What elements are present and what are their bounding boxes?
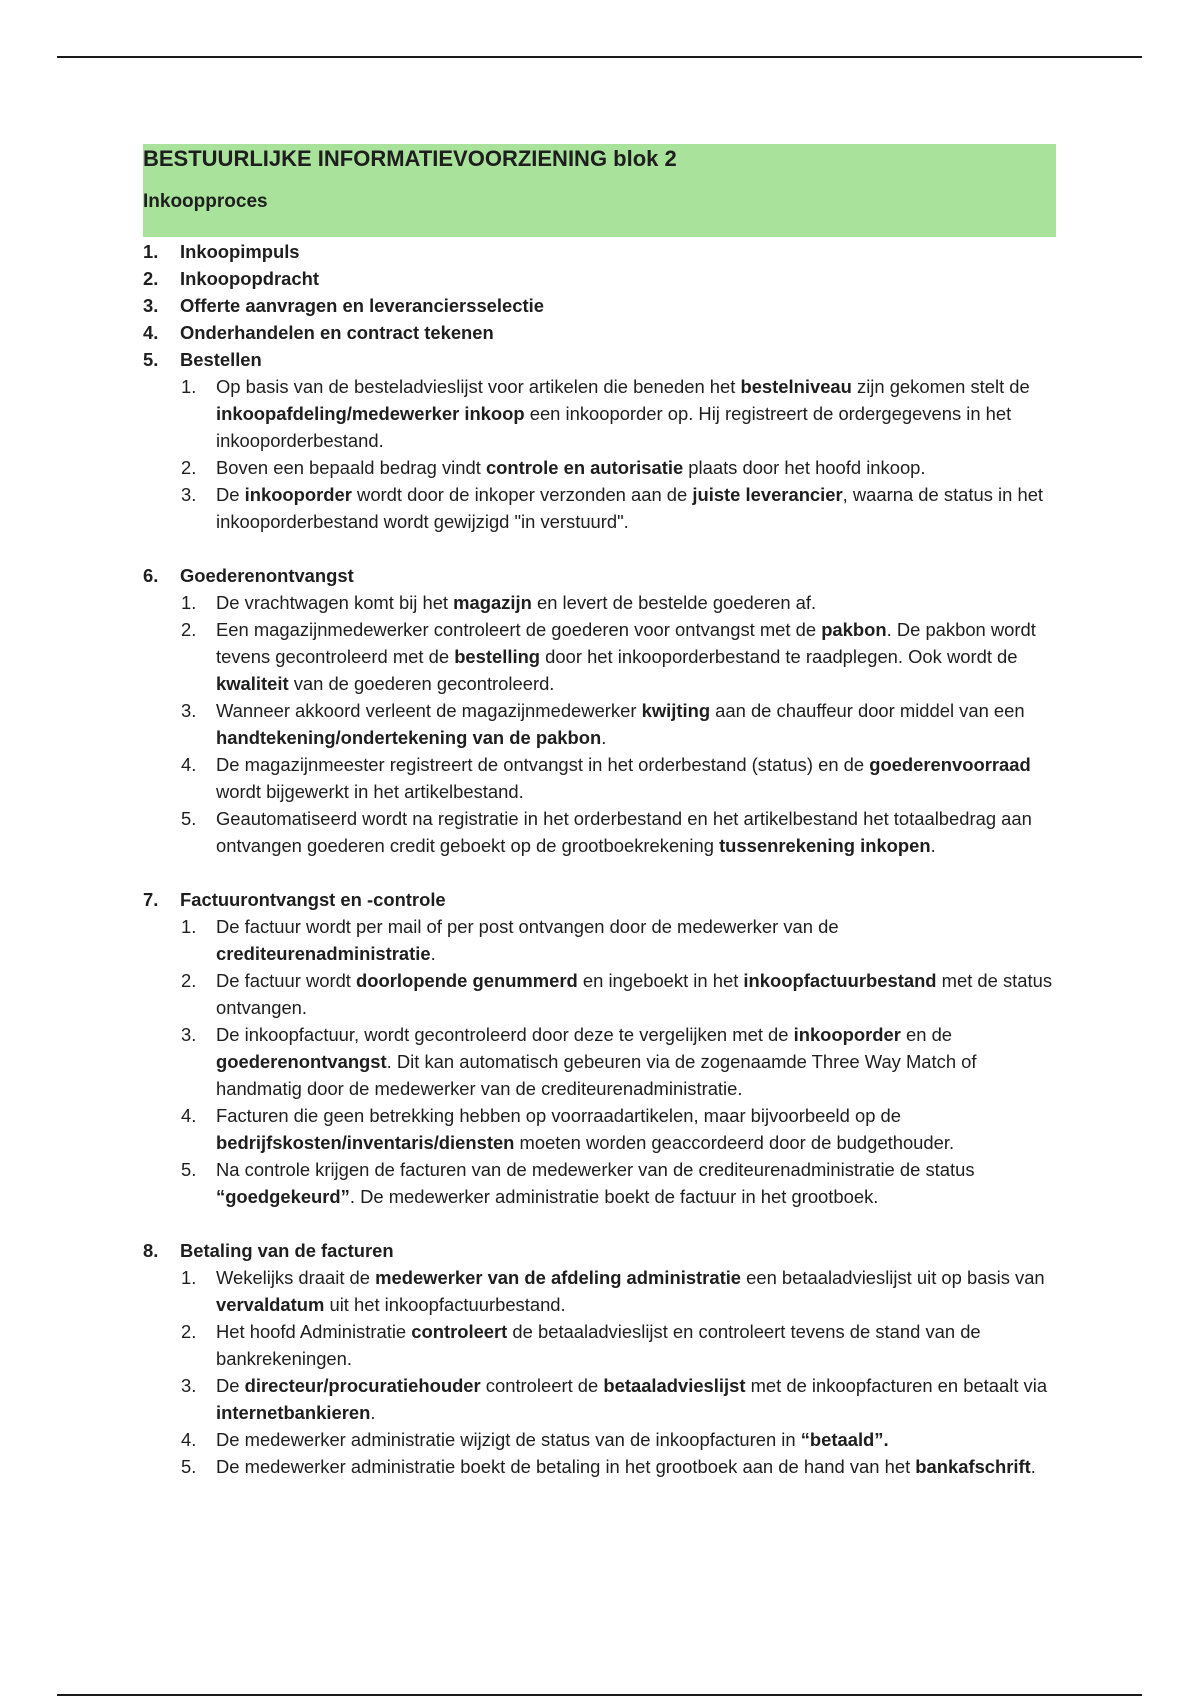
sub-item-text — [216, 457, 926, 478]
text-run: De inkoopfactuur, wordt gecontroleerd door deze te vergelijken met de — [216, 1024, 794, 1045]
text-run: Wekelijks draait de — [216, 1267, 376, 1288]
sub-item-text — [216, 592, 816, 613]
text-run: . — [430, 943, 436, 964]
sub-item-number: 3. — [181, 1375, 197, 1396]
bold-term: inkoopfactuurbestand — [743, 970, 937, 991]
text-run: van de goederen gecontroleerd. — [288, 673, 555, 694]
section-item — [143, 562, 1063, 859]
sub-item-text — [216, 1159, 975, 1207]
section-number: 5. — [143, 349, 159, 370]
sub-item-text — [216, 1024, 977, 1099]
text-run: De factuur wordt — [216, 970, 357, 991]
bold-term: handtekening/ondertekening van de pakbon — [216, 727, 602, 748]
bold-term: kwaliteit — [216, 673, 289, 694]
text-run: wordt door de inkoper verzonden aan de — [351, 484, 693, 505]
sub-item-text — [216, 619, 1036, 694]
sub-item — [143, 454, 1063, 481]
sub-item-number: 1. — [181, 1267, 197, 1288]
bold-term: “betaald”. — [800, 1429, 889, 1450]
text-run: Na controle krijgen de facturen van de medewerker van de crediteurenadministratie de status — [216, 1159, 975, 1180]
sub-item — [143, 967, 1063, 1021]
text-run: . De pakbon wordt tevens gecontroleerd met de — [216, 619, 1036, 667]
sub-item-number: 3. — [181, 484, 197, 505]
bold-term: betaaladvieslijst — [603, 1375, 746, 1396]
sub-item-number: 2. — [181, 970, 197, 991]
bold-term: internetbankieren — [216, 1402, 371, 1423]
bold-term: vervaldatum — [216, 1294, 325, 1315]
section-title: Bestellen — [180, 349, 262, 370]
text-run: met de inkoopfacturen en betaalt via — [745, 1375, 1048, 1396]
bold-term: goederenontvangst — [216, 1051, 387, 1072]
bold-term: inkooporder — [244, 484, 352, 505]
text-run: aan de chauffeur door middel van een — [710, 700, 1025, 721]
section-title: Factuurontvangst en -controle — [180, 889, 446, 910]
text-run: plaats door het hoofd inkoop. — [683, 457, 926, 478]
text-run: uit het inkoopfactuurbestand. — [324, 1294, 566, 1315]
sub-item-number: 4. — [181, 754, 197, 775]
bottom-rule — [57, 1694, 1142, 1696]
section-title: Goederenontvangst — [180, 565, 354, 586]
text-run: Op basis van de besteladvieslijst voor artikelen die beneden het — [216, 376, 741, 397]
bold-term: crediteurenadministratie — [216, 943, 431, 964]
bold-term: medewerker van de afdeling administratie — [375, 1267, 742, 1288]
text-run: . Dit kan automatisch gebeuren via de zogenaamde Three Way Match of handmatig door de medewerker van de crediteurenadministratie. — [216, 1051, 977, 1099]
section-spacer — [143, 859, 1063, 886]
sub-item-number: 5. — [181, 808, 197, 829]
page-title: BESTUURLIJKE INFORMATIEVOORZIENING blok 2 — [143, 146, 677, 171]
section-number: 2. — [143, 268, 159, 289]
sub-item-number: 1. — [181, 916, 197, 937]
text-run: . — [930, 835, 936, 856]
sub-item-text — [216, 754, 1031, 802]
text-run: De magazijnmeester registreert de ontvangst in het orderbestand (status) en de — [216, 754, 870, 775]
sub-item-number: 5. — [181, 1159, 197, 1180]
section-title: Offerte aanvragen en leveranciersselectie — [180, 295, 544, 316]
sub-item — [143, 589, 1063, 616]
bold-term: kwijting — [641, 700, 711, 721]
sub-item-text — [216, 1105, 954, 1153]
sub-item — [143, 697, 1063, 751]
section-spacer — [143, 1210, 1063, 1237]
section-item — [143, 1237, 1063, 1480]
bold-term: bankafschrift — [915, 1456, 1031, 1477]
sub-item-number: 3. — [181, 700, 197, 721]
bold-term: inkoopafdeling/medewerker inkoop — [216, 403, 525, 424]
text-run: de betaaladvieslijst en controleert tevens de stand van de bankrekeningen. — [216, 1321, 981, 1369]
top-rule — [57, 56, 1142, 58]
section-number: 3. — [143, 295, 159, 316]
text-run: wordt bijgewerkt in het artikelbestand. — [216, 781, 524, 802]
text-run: en ingeboekt in het — [577, 970, 744, 991]
text-run: Wanneer akkoord verleent de magazijnmedewerker — [216, 700, 642, 721]
bold-term: controleert — [411, 1321, 508, 1342]
text-run: en levert de bestelde goederen af. — [531, 592, 817, 613]
text-run: . — [1030, 1456, 1036, 1477]
text-run: , waarna de status in het inkooporderbestand wordt gewijzigd "in verstuurd". — [216, 484, 1044, 532]
text-run: met de status ontvangen. — [216, 970, 1053, 1018]
sub-item-text — [216, 916, 839, 964]
section-item — [143, 886, 1063, 1210]
section-number: 1. — [143, 241, 159, 262]
text-run: door het inkooporderbestand te raadplegen. Ook wordt de — [540, 646, 1018, 667]
process-steps-list — [143, 238, 1063, 1480]
text-run: . — [601, 727, 607, 748]
sub-item-number: 2. — [181, 457, 197, 478]
bold-term: “goedgekeurd” — [216, 1186, 350, 1207]
sub-item-text — [216, 1321, 981, 1369]
text-run: De medewerker administratie boekt de betaling in het grootboek aan de hand van het — [216, 1456, 916, 1477]
sub-item — [143, 751, 1063, 805]
bold-term: tussenrekening inkopen — [719, 835, 931, 856]
section-number: 8. — [143, 1240, 159, 1261]
sub-item-number: 1. — [181, 592, 197, 613]
text-run: De — [216, 1375, 245, 1396]
text-run: Boven een bepaald bedrag vindt — [216, 457, 486, 478]
text-run: Een magazijnmedewerker controleert de goederen voor ontvangst met de — [216, 619, 822, 640]
section-number: 4. — [143, 322, 159, 343]
sub-item-text — [216, 1429, 889, 1450]
sub-item-text — [216, 1267, 1045, 1315]
sub-item — [143, 1156, 1063, 1210]
sub-item-text — [216, 1375, 1047, 1423]
sub-item-text — [216, 970, 1052, 1018]
text-run: en de — [900, 1024, 953, 1045]
sub-item-text — [216, 700, 1025, 748]
section-title: Inkoopopdracht — [180, 268, 319, 289]
sub-item — [143, 373, 1063, 454]
sub-item-number: 2. — [181, 1321, 197, 1342]
sub-item — [143, 481, 1063, 535]
section-number: 7. — [143, 889, 159, 910]
bold-term: pakbon — [821, 619, 887, 640]
bold-term: doorlopende genummerd — [356, 970, 578, 991]
sub-item — [143, 1372, 1063, 1426]
text-run: zijn gekomen stelt de — [851, 376, 1030, 397]
text-run: . De medewerker administratie boekt de factuur in het grootboek. — [349, 1186, 879, 1207]
sub-item — [143, 1453, 1063, 1480]
bold-term: bestelniveau — [740, 376, 852, 397]
sub-item-text — [216, 376, 1030, 451]
section-number: 6. — [143, 565, 159, 586]
text-run: moeten worden geaccordeerd door de budgethouder. — [514, 1132, 955, 1153]
text-run: een betaaladvieslijst uit op basis van — [741, 1267, 1045, 1288]
text-run: . — [370, 1402, 376, 1423]
sub-item-number: 1. — [181, 376, 197, 397]
page-subtitle: Inkoopproces — [143, 191, 268, 212]
bold-term: goederenvoorraad — [869, 754, 1031, 775]
sub-item — [143, 1102, 1063, 1156]
bold-term: bestelling — [454, 646, 541, 667]
sub-item — [143, 1264, 1063, 1318]
sub-item — [143, 1021, 1063, 1102]
section-item — [143, 292, 1063, 319]
sub-item-number: 4. — [181, 1429, 197, 1450]
text-run: Het hoofd Administratie — [216, 1321, 412, 1342]
text-run: De — [216, 484, 245, 505]
text-run: De factuur wordt per mail of per post ontvangen door de medewerker van de — [216, 916, 839, 937]
text-run: De medewerker administratie wijzigt de status van de inkoopfacturen in — [216, 1429, 801, 1450]
bold-term: juiste leverancier — [692, 484, 843, 505]
bold-term: controle en autorisatie — [485, 457, 684, 478]
bold-term: magazijn — [453, 592, 532, 613]
section-item — [143, 319, 1063, 346]
sub-item — [143, 616, 1063, 697]
section-title: Inkoopimpuls — [180, 241, 300, 262]
sub-item-text — [216, 808, 1032, 856]
section-item — [143, 238, 1063, 265]
text-run: een inkooporder op. Hij registreert de ordergegevens in het inkooporderbestand. — [216, 403, 1012, 451]
bold-term: bedrijfskosten/inventaris/diensten — [216, 1132, 515, 1153]
sub-item-number: 4. — [181, 1105, 197, 1126]
sub-item — [143, 913, 1063, 967]
sub-item-number: 5. — [181, 1456, 197, 1477]
sub-item-number: 3. — [181, 1024, 197, 1045]
bold-term: inkooporder — [793, 1024, 901, 1045]
text-run: Geautomatiseerd wordt na registratie in het orderbestand en het artikelbestand het totaalbedrag aan ontvangen goederen credit geboekt op de grootboekrekening — [216, 808, 1032, 856]
sub-item — [143, 1426, 1063, 1453]
section-item — [143, 265, 1063, 292]
section-item — [143, 346, 1063, 535]
text-run: Facturen die geen betrekking hebben op voorraadartikelen, maar bijvoorbeeld op de — [216, 1105, 901, 1126]
text-run: controleert de — [480, 1375, 604, 1396]
sub-item-text — [216, 1456, 1036, 1477]
sub-item-text — [216, 484, 1043, 532]
sub-item — [143, 1318, 1063, 1372]
section-spacer — [143, 535, 1063, 562]
sub-item-number: 2. — [181, 619, 197, 640]
text-run: De vrachtwagen komt bij het — [216, 592, 454, 613]
sub-item — [143, 805, 1063, 859]
bold-term: directeur/procuratiehouder — [244, 1375, 481, 1396]
section-title: Onderhandelen en contract tekenen — [180, 322, 494, 343]
section-title: Betaling van de facturen — [180, 1240, 394, 1261]
